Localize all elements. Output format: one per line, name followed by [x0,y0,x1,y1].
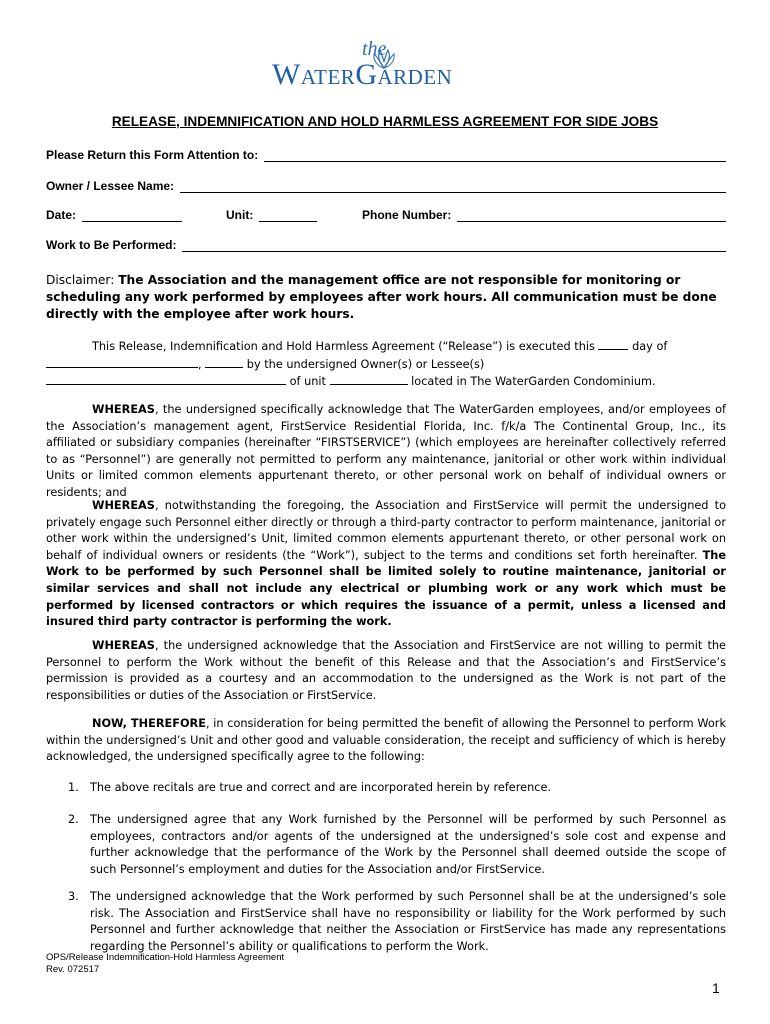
release-text-6: located in The WaterGarden Condominium. [411,375,656,389]
list-number: 3. [68,890,79,903]
list-number: 2. [68,813,79,826]
watergarden-logo [270,38,510,100]
footer-doc-name: OPS/Release Indemnification-Hold Harmless Agreement [46,952,285,963]
day-blank[interactable] [598,338,628,350]
page-number: 1 [712,980,720,996]
return-attention-line[interactable] [264,149,726,162]
now-therefore-label: NOW, THEREFORE [92,717,206,730]
list-item-1 [68,780,726,797]
list-item-2 [68,812,726,878]
document-title: RELEASE, INDEMNIFICATION AND HOLD HARMLESS AGREEMENT FOR SIDE JOBS [111,114,659,129]
unit-number-blank[interactable] [330,373,408,385]
unit-row [226,208,317,222]
whereas-2-bold-text: The Work to be performed by such Personnel shall be limited solely to routine maintenance, janitorial or similar services and shall not include any electrical or plumbing work or any work which must be performed by licensed contractors or which requires the issuance of a permit, unless a licensed and insured third party contractor is performing the work. [46,548,726,629]
whereas-paragraph-3 [46,638,726,704]
whereas-1-text: , the undersigned specifically acknowledge that The WaterGarden employees, and/or employees of the Association’s management agent, FirstService Residential Florida, Inc. f/k/a The Continental Group, Inc., its affiliated or subsidiary companies (hereinafter “FIRSTSERVICE”) (which employees are hereinafter collectively referred to as “Personnel”) are generally not permitted to perform any maintenance, janitorial or other work within individual Units or limited common elements appurtenant thereto, or other personal work on behalf of individual owners or residents; and [46,403,726,499]
owner-name-label: Owner / Lessee Name: [46,179,175,193]
date-line[interactable] [82,209,182,222]
unit-line[interactable] [259,209,317,222]
whereas-3-text: , the undersigned acknowledge that the Association and FirstService are not willing to permit the Personnel to perform the Work without the benefit of this Release and that the Association’s and FirstService’s permission is provided as a courtesy and an accommodation to the undersigned as the Work is not part of the responsibilities or duties of the Association or FirstService. [46,639,726,702]
phone-line[interactable] [457,209,726,222]
whereas-1-label: WHEREAS [92,403,155,416]
disclaimer-label: Disclaimer: [46,273,115,287]
year-blank[interactable] [205,356,243,368]
release-paragraph [46,338,726,391]
logo-name-text: WaterGarden [272,58,453,91]
footer [46,952,284,976]
release-text-2: day of [632,340,668,353]
work-line[interactable] [182,239,726,252]
whereas-paragraph-1 [46,402,726,502]
release-text-3: , [198,357,202,371]
list-text: The undersigned acknowledge that the Work performed by such Personnel shall be at the undersigned’s sole risk. The Association and FirstService shall have no responsibility or liability for the Work performed by such Personnel and further acknowledge that neither the Association or FirstService has made any representations regarding the Personnel’s ability or qualifications to perform the Work. [90,890,726,953]
return-attention-label: Please Return this Form Attention to: [46,148,259,162]
release-text-1: This Release, Indemnification and Hold Harmless Agreement (“Release”) is executed this [92,340,595,353]
lotus-flower-icon [371,42,397,72]
now-therefore-text: , in consideration for being permitted the benefit of allowing the Personnel to perform Work within the undersigned’s Unit and other good and valuable consideration, the receipt and sufficiency of which is hereby acknowledged, the undersigned specifically agree to the following: [46,717,726,764]
now-therefore-paragraph [46,716,726,766]
owner-signature-blank[interactable] [46,373,286,385]
date-label: Date: [46,208,77,222]
date-row [46,208,182,222]
work-label: Work to Be Performed: [46,238,177,252]
list-number: 1. [68,781,79,794]
list-text: The undersigned agree that any Work furnished by the Personnel will be performed by such Personnel as employees, contractors and/or agents of the undersigned at the undersigned’s sole cost and expense and further acknowledge that the performance of the Work by the Personnel shall deemed outside the scope of such Personnel’s employment and duties for the Association and/or FirstService. [90,813,726,876]
disclaimer-text: The Association and the management office are not responsible for monitoring or scheduling any work performed by employees after work hours. All communication must be done directly with the employee after work hours. [46,273,717,321]
phone-label: Phone Number: [362,208,452,222]
release-text-4: by the undersigned Owner(s) or Lessee(s) [246,357,485,371]
whereas-2-label: WHEREAS [92,499,155,512]
list-item-3 [68,889,726,955]
logo-the-text: the [362,38,387,60]
release-text-5: of unit [289,375,326,389]
whereas-3-label: WHEREAS [92,639,155,652]
unit-label: Unit: [226,208,254,222]
list-text: The above recitals are true and correct and are incorporated herein by reference. [90,781,552,794]
whereas-2-text: , notwithstanding the foregoing, the Association and FirstService will permit the undersigned to privately engage such Personnel either directly or through a third-party contractor to perform maintenance, janitorial or other work within the undersigned’s Unit, limited common elements appurtenant thereto, or other personal work on behalf of individual owners or residents (the “Work”), subject to the terms and conditions set forth hereinafter. [46,499,726,562]
footer-revision: Rev. 072517 [46,964,100,975]
owner-name-row [46,179,726,193]
owner-name-line[interactable] [180,180,726,193]
disclaimer [46,272,728,323]
return-attention-row [46,148,726,162]
work-row [46,238,726,252]
month-blank[interactable] [46,356,198,368]
phone-row [362,208,726,222]
whereas-paragraph-2 [46,498,726,631]
